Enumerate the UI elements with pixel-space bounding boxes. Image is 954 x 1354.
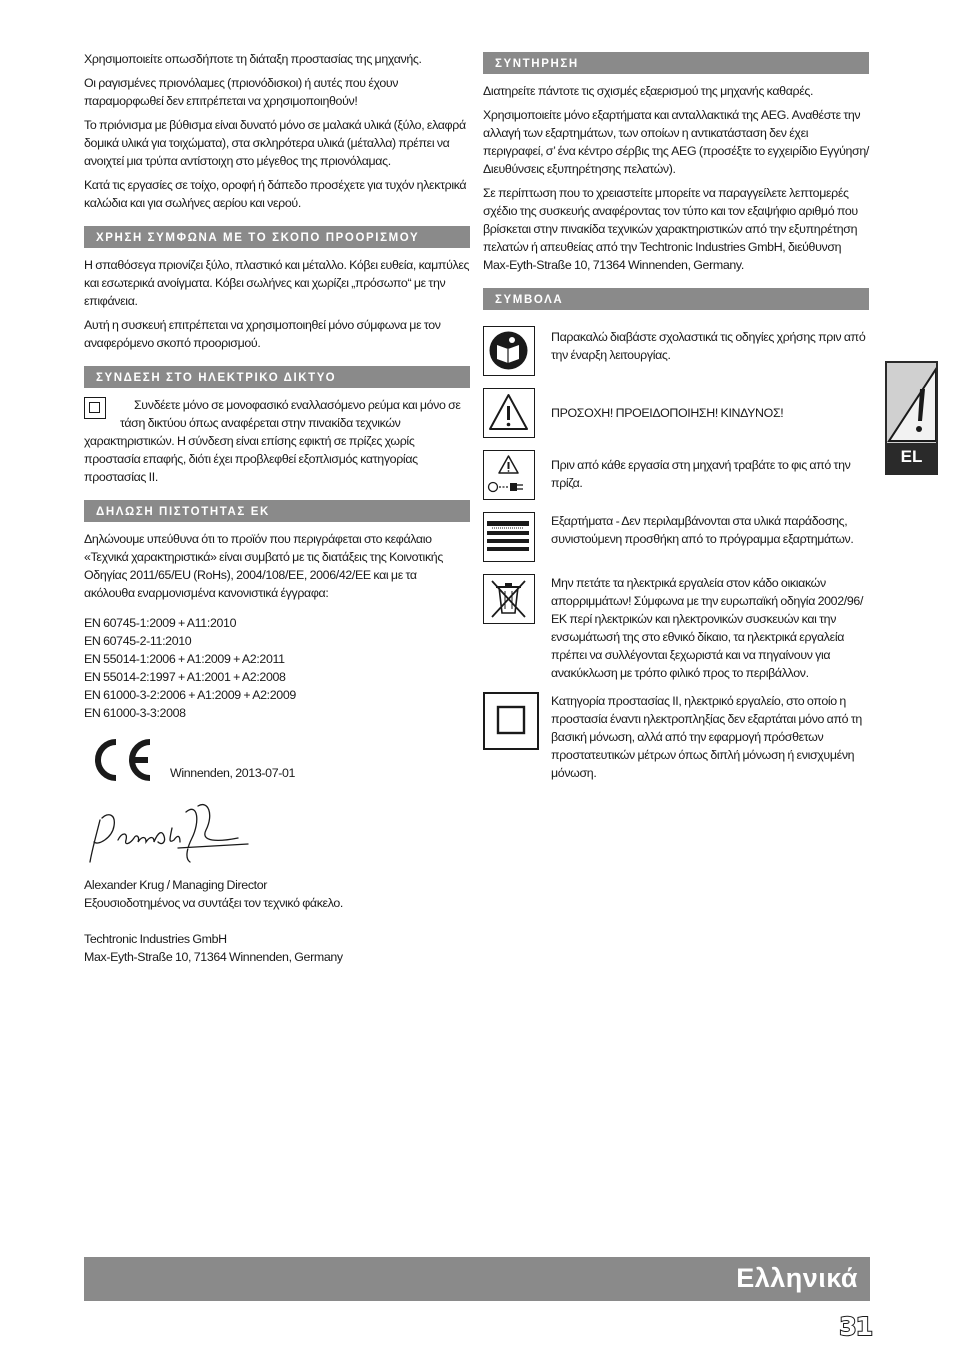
- symbol-row: [483, 450, 869, 502]
- section-header-conformity: ΔΗΛΩΣΗ ΠΙΣΤΟΤΗΤΑΣ ΕΚ: [84, 500, 470, 522]
- warning-triangle-icon: [483, 388, 535, 438]
- standard-item: EN 61000-3-2:2006 + A1:2009 + A2:2009: [84, 688, 296, 702]
- place-date: Winnenden, 2013-07-01: [170, 766, 296, 780]
- conformity-paragraph: Δηλώνουμε υπεύθυνα ότι το προϊόν που περιγράφεται στο κεφάλαιο «Τεχνικά χαρακτηριστικά» είναι συμβατό με τις διατάξεις της Κοινοτικής Οδηγίας 2011/65/EU (RoHs), 2004/108/EE, 2006/42/EE και με τα ακόλουθα εναρμονισμένα κανονιστικά έγγραφα:: [84, 532, 443, 600]
- company-name: Techtronic Industries GmbH: [84, 932, 227, 946]
- page-number: 31: [839, 1312, 872, 1341]
- intro-paragraph: Το πριόνισμα με βύθισμα είναι δυνατό μόνο σε μαλακά υλικά (ξύλο, ελαφρά δομικά υλικά για τοιχώματα), στα σκληρότερα υλικά (μέταλλα) πρέπει να ανοιχτεί μια τρύπα αντίστοιχη στο μέγεθος της πριονόλαμας.: [84, 118, 466, 168]
- maintenance-paragraph: Διατηρείτε πάντοτε τις σχισμές εξαερισμού της μηχανής καθαρές.: [483, 84, 814, 98]
- standard-item: EN 60745-2-11:2010: [84, 634, 192, 648]
- symbol-row: [483, 388, 869, 440]
- language-tab: [885, 361, 938, 475]
- read-manual-icon: [483, 326, 535, 376]
- intended-use-paragraph: Αυτή η συσκευή επιτρέπεται να χρησιμοποιηθεί μόνο σύμφωνα με τον αναφερόμενο σκοπό προορισμού.: [84, 318, 441, 350]
- ce-row: [84, 736, 470, 788]
- signature-icon: [88, 792, 258, 872]
- footer-bar: [84, 1257, 870, 1301]
- left-column: [84, 50, 470, 966]
- ce-mark-icon: [86, 736, 156, 784]
- footer-language: Ελληνικά: [736, 1263, 858, 1293]
- intro-paragraph: Οι ραγισμένες πριονόλαμες (πριονόδισκοι) ή αυτές που έχουν παραμορφωθεί δεν επιτρέπεται να χρησιμοποιηθούν!: [84, 76, 399, 108]
- language-code: EL: [900, 447, 923, 466]
- section-header-intended-use: ΧΡΗΣΗ ΣΥΜΦΩΝΑ ΜΕ ΤΟ ΣΚΟΠΟ ΠΡΟΟΡΙΣΜΟΥ: [84, 226, 470, 248]
- signatory-block: [84, 876, 470, 966]
- symbol-text: Εξαρτήματα - Δεν περιλαμβάνονται στα υλικά παράδοσης, συνιστούμενη προσθήκη από το πρόγραμμα εξαρτημάτων.: [551, 514, 854, 546]
- standard-item: EN 55014-1:2006 + A1:2009 + A2:2011: [84, 652, 285, 666]
- warning-exclamation-icon: [887, 363, 936, 443]
- maintenance-paragraph: Χρησιμοποιείτε μόνο εξαρτήματα και ανταλλακτικά της AEG. Αναθέστε την αλλαγή των εξαρτημάτων, των οποίων η αντικατάσταση δεν έχει περιγραφεί, σ’ ένα κέντρο σέρβις της AEG (προσέξτε το εγχειρίδιο Εγγύηση/Διευθύνσεις εξυπηρέτησης πελατών).: [483, 108, 869, 176]
- intro-paragraph: Κατά τις εργασίες σε τοίχο, οροφή ή δάπεδο προσέχετε για τυχόν ηλεκτρικά καλώδια και για σωλήνες αερίου και νερού.: [84, 178, 467, 210]
- symbol-text: Παρακαλώ διαβάστε σχολαστικά τις οδηγίες χρήσης πριν από την έναρξη λειτουργίας.: [551, 330, 866, 362]
- symbol-text: Κατηγορία προστασίας II, ηλεκτρικό εργαλείο, στο οποίο η προστασία έναντι ηλεκτροπληξίας δεν εξαρτάται μόνο από τη βασική μόνωση, αλλά από την εφαρμογή πρόσθετων προστατευτικών μέτρων όπως διπλή μόνωση ή ενισχυμένη μόνωση.: [551, 694, 862, 780]
- warning-tab-background: [887, 363, 936, 443]
- symbol-text: Μην πετάτε τα ηλεκτρικά εργαλεία στον κάδο οικιακών απορριμμάτων! Σύμφωνα με την ευρωπαϊκή οδηγία 2002/96/ΕΚ περί ηλεκτρικών και ηλεκτρονικών συσκευών και την ενσωμάτωσή της στο εθνικό δίκαιο, τα ηλεκτρικά εργαλεία πρέπει να συλλέγονται ξεχωριστά και να πηγαίνουν για ανακύκλωση με τρόπο φιλικό προς το περιβάλλον.: [551, 576, 864, 680]
- symbol-text: ΠΡΟΣΟΧΗ! ΠΡΟΕΙΔΟΠΟΙΗΣΗ! ΚΙΝΔΥΝΟΣ!: [551, 406, 784, 420]
- symbol-row: [483, 692, 869, 782]
- weee-bin-icon: [483, 574, 535, 624]
- class-ii-icon: [84, 397, 106, 419]
- intro-paragraph: Χρησιμοποιείτε οπωσδήποτε τη διάταξη προστασίας της μηχανής.: [84, 52, 422, 66]
- standard-item: EN 55014-2:1997 + A1:2001 + A2:2008: [84, 670, 286, 684]
- standard-item: EN 60745-1:2009 + A11:2010: [84, 616, 237, 630]
- section-header-symbols: ΣΥΜΒΟΛΑ: [483, 288, 869, 310]
- section-header-mains: ΣΥΝΔΕΣΗ ΣΤΟ ΗΛΕΚΤΡΙΚΟ ΔΙΚΤΥΟ: [84, 366, 470, 388]
- mains-block: [84, 396, 470, 486]
- right-column: [483, 50, 869, 792]
- mains-paragraph: Συνδέετε μόνο σε μονοφασικό εναλλασόμενο ρεύμα και μόνο σε τάση δικτύου όπως αναφέρεται στην πινακίδα τεχνικών χαρακτηριστικών. Η σύνδεση είναι επίσης εφικτή σε πρίζες χωρίς προστασία επαφής, διότι έχει προβλεφθεί εξοπλισμός κατηγορίας προστασίας II.: [84, 398, 461, 484]
- intended-use-paragraph: Η σπαθόσεγα πριονίζει ξύλο, πλαστικό και μέταλλο. Κόβει ευθεία, καμπύλες και εσωτερικά ανοίγματα. Κόβει σωλήνες και χωρίζει „πρόσωπο“ με την επιφάνεια.: [84, 258, 470, 308]
- signatory: Alexander Krug / Managing Director: [84, 878, 268, 892]
- section-header-maintenance: ΣΥΝΤΗΡΗΣΗ: [483, 52, 869, 74]
- symbol-row: [483, 574, 869, 682]
- symbol-row: [483, 512, 869, 564]
- maintenance-paragraph: Σε περίπτωση που το χρειαστείτε μπορείτε να παραγγείλετε λεπτομερές σχέδιο της συσκευής αναφέροντας τον τύπο και τον εξαψήφιο αριθμό που βρίσκεται στην πινακίδα τεχνικών χαρακτηριστικών από την εξυπηρέτηση πελατών ή απευθείας από την Techtronic Industries GmbH, διεύθυνση Max-Eyth-Straße 10, 71364 Winnenden, Germany.: [483, 186, 858, 272]
- standard-item: EN 61000-3-3:2008: [84, 706, 186, 720]
- class-ii-icon: [483, 692, 539, 750]
- accessories-icon: [483, 512, 535, 562]
- unplug-icon: [483, 450, 535, 500]
- spacer: [84, 912, 470, 930]
- symbol-row: [483, 326, 869, 378]
- authorized-note: Εξουσιοδοτημένος να συντάξει τον τεχνικό φάκελο.: [84, 896, 344, 910]
- standards-list: [84, 614, 470, 722]
- symbol-text: Πριν από κάθε εργασία στη μηχανή τραβάτε το φις από την πρίζα.: [551, 458, 851, 490]
- company-address: Max-Eyth-Straße 10, 71364 Winnenden, Germany: [84, 950, 343, 964]
